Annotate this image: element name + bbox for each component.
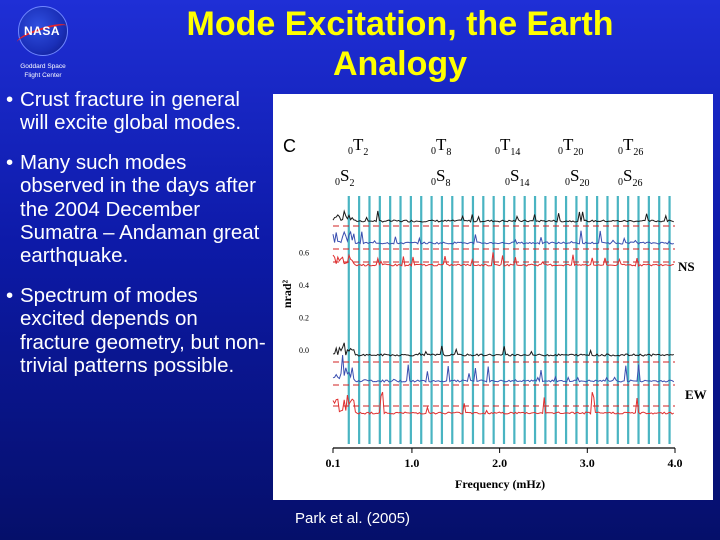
y-tick-label: 0.6 bbox=[299, 248, 309, 258]
x-tick-label: 1.0 bbox=[404, 456, 420, 470]
bullet-item bbox=[6, 88, 268, 135]
mode-label: $_0T_{26}$ bbox=[618, 135, 644, 158]
bullet-dot-icon: • bbox=[6, 283, 14, 307]
mode-label: $_0S_{14}$ bbox=[505, 166, 530, 189]
slide-title-line2: Analogy bbox=[332, 45, 468, 83]
mode-label: $_0S_2$ bbox=[335, 166, 355, 189]
panel-letter: C bbox=[283, 136, 296, 156]
slide-title-line1: Mode Excitation, the Earth bbox=[186, 5, 614, 43]
axes bbox=[299, 248, 683, 470]
spectrum-plot bbox=[273, 94, 713, 500]
bullet-text: Crust fracture in general will excite global modes. bbox=[20, 88, 242, 135]
y-tick-label: 0.4 bbox=[299, 280, 309, 290]
logo-caption bbox=[12, 62, 74, 80]
logo-caption-line2: Flight Center bbox=[24, 72, 62, 79]
nasa-logo bbox=[12, 6, 70, 86]
bullet-list bbox=[6, 88, 268, 393]
x-tick-label: 3.0 bbox=[579, 456, 595, 470]
mode-labels bbox=[335, 135, 643, 189]
mode-label: $_0T_{20}$ bbox=[558, 135, 584, 158]
bullet-dot-icon: • bbox=[6, 88, 14, 111]
nasa-wordmark: NASA bbox=[23, 24, 60, 38]
x-tick-label: 4.0 bbox=[667, 456, 683, 470]
x-axis-label: Frequency (mHz) bbox=[455, 477, 546, 491]
bullet-item bbox=[6, 151, 268, 268]
bullet-text: Spectrum of modes excited depends on fracture geometry, but non-trivial patterns possible. bbox=[20, 283, 266, 378]
spectrum-figure bbox=[273, 94, 713, 500]
mode-label: $_0T_{14}$ bbox=[495, 135, 521, 158]
mode-label: $_0S_{26}$ bbox=[618, 166, 643, 189]
citation: Park et al. (2005) bbox=[295, 510, 411, 527]
mode-lines bbox=[333, 196, 675, 444]
bullet-item bbox=[6, 284, 268, 378]
mode-label: $_0S_8$ bbox=[431, 166, 451, 189]
x-tick-label: 2.0 bbox=[492, 456, 508, 470]
y-tick-label: 0.0 bbox=[299, 346, 309, 355]
ns-label: NS bbox=[678, 259, 695, 274]
mode-label: $_0S_{20}$ bbox=[565, 166, 590, 189]
bullet-text: Many such modes observed in the days after the 2004 December Sumatra – Andaman great earthquake. bbox=[20, 150, 260, 268]
y-axis-label: nrad² bbox=[280, 279, 294, 309]
logo-caption-line1: Goddard Space bbox=[20, 63, 66, 70]
bullet-dot-icon: • bbox=[6, 150, 14, 174]
mode-label: $_0T_2$ bbox=[348, 135, 369, 158]
ew-label: EW bbox=[685, 387, 707, 402]
y-tick-label: 0.2 bbox=[299, 313, 309, 323]
slide-title bbox=[150, 4, 650, 84]
x-tick-label: 0.1 bbox=[325, 456, 341, 470]
mode-label: $_0T_8$ bbox=[431, 135, 452, 158]
